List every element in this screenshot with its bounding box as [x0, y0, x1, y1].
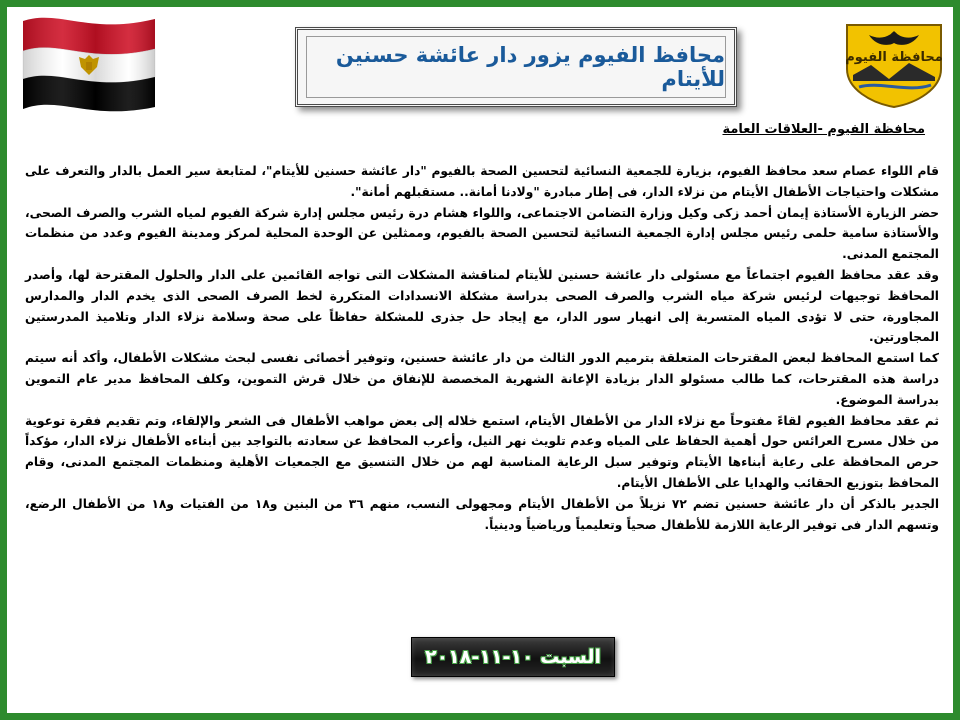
date-plate	[411, 637, 615, 677]
paragraph-3: وقد عقد محافظ الفيوم اجتماعاً مع مسئولى دار عائشة حسنين للأيتام لمناقشة المشكلات التى تواجه القائمين على الدار والحلول المقترحة لها، وأصدر المحافظ توجيهات لرئيس شركة مياه الشرب والصرف الصحى بدراسة مشكلة الانسدادات المتكررة لخط الصرف الصحى الذى يخدم الدار والمدارس المجاورة، حتى لا تؤدى المياه المتسربة إلى انهيار سور الدار، مع إيجاد حل جذرى للمشكلة حفاظاً على صحة وسلامة نزلاء الدار وتلاميذ المدرستين المجاورتين.	[25, 267, 939, 345]
date-text: السبت ١٠-١١-٢٠١٨	[424, 646, 602, 668]
logo-text: محافظة الفيوم	[845, 50, 943, 65]
fayoum-governorate-logo	[839, 17, 949, 109]
headline: محافظ الفيوم يزور دار عائشة حسنين للأيتام	[335, 43, 725, 91]
source-label: محافظة الفيوم -العلاقات العامة	[722, 122, 925, 137]
egypt-flag-icon	[19, 13, 159, 113]
headline-inner-frame	[306, 36, 726, 98]
paragraph-4: كما استمع المحافظ لبعض المقترحات المتعلقة بترميم الدور الثالث من دار عائشة حسنين، وتوفير أخصائى نفسى لبحث مشكلات الأطفال، وأكد أنه سيتم دراسة هذه المقترحات، كما طالب مسئولو الدار بزيادة الإعانة الشهرية المخصصة للإنفاق من خلال قرش التموين، وكلف المحافظ مدير عام التموين بدراسة الموضوع.	[25, 351, 939, 407]
headline-box	[295, 27, 737, 107]
paragraph-2: حضر الزيارة الأستاذة إيمان أحمد زكى وكيل وزارة التضامن الاجتماعى، واللواء هشام درة رئيس مجلس إدارة شركة الفيوم لمياه الشرب والصرف الصحى، والأستاذة سامية حلمى رئيس مجلس إدارة الجمعية النسائية لتحسين الصحة بالفيوم، وممثلين عن الوحدة المحلية لمركز ومدينة الفيوم وعدد من منظمات المجتمع المدنى.	[25, 205, 939, 262]
paragraph-6: الجدير بالذكر أن دار عائشة حسنين تضم ٧٢ نزيلاً من الأطفال الأيتام ومجهولى النسب، منهم ٣٦ من البنين و١٨ من الفتيات و١٨ من الأطفال الرضع، وتسهم الدار فى توفير الرعاية اللازمة للأطفال صحياً وتعليمياً ورياضياً ودينياً.	[25, 496, 939, 532]
paragraph-5: ثم عقد محافظ الفيوم لقاءً مفتوحاً مع نزلاء الدار من الأطفال الأيتام، استمع خلاله إلى بعض مواهب الأطفال فى الشعر والإلقاء، وتم تقديم فقرة توعوية من خلال مسرح العرائس حول أهمية الحفاظ على المياه وعدم تلويث نهر النيل، وأعرب المحافظ عن سعادته بالتواجد بين أبناءه الأطفال نزلاء الدار، مؤكداً حرص المحافظة على رعاية أبناءها الأيتام وتوفير سبل الرعاية المناسبة لهم من خلال التنسيق مع الجمعيات الأهلية ومنظمات المجتمع المدنى، وقام المحافظ بتوزيع الحقائب والهدايا على الأطفال الأيتام.	[25, 413, 939, 490]
paragraph-1: قام اللواء عصام سعد محافظ الفيوم، بزيارة للجمعية النسائية لتحسين الصحة بالفيوم "دار عائشة حسنين للأيتام"، لمتابعة سير العمل بالدار والتعرف على مشكلات واحتياجات الأطفال الأيتام من نزلاء الدار، فى إطار مبادرة "ولادنا أمانة.. مستقبلهم أمانة".	[25, 164, 939, 199]
article-body	[25, 161, 939, 535]
